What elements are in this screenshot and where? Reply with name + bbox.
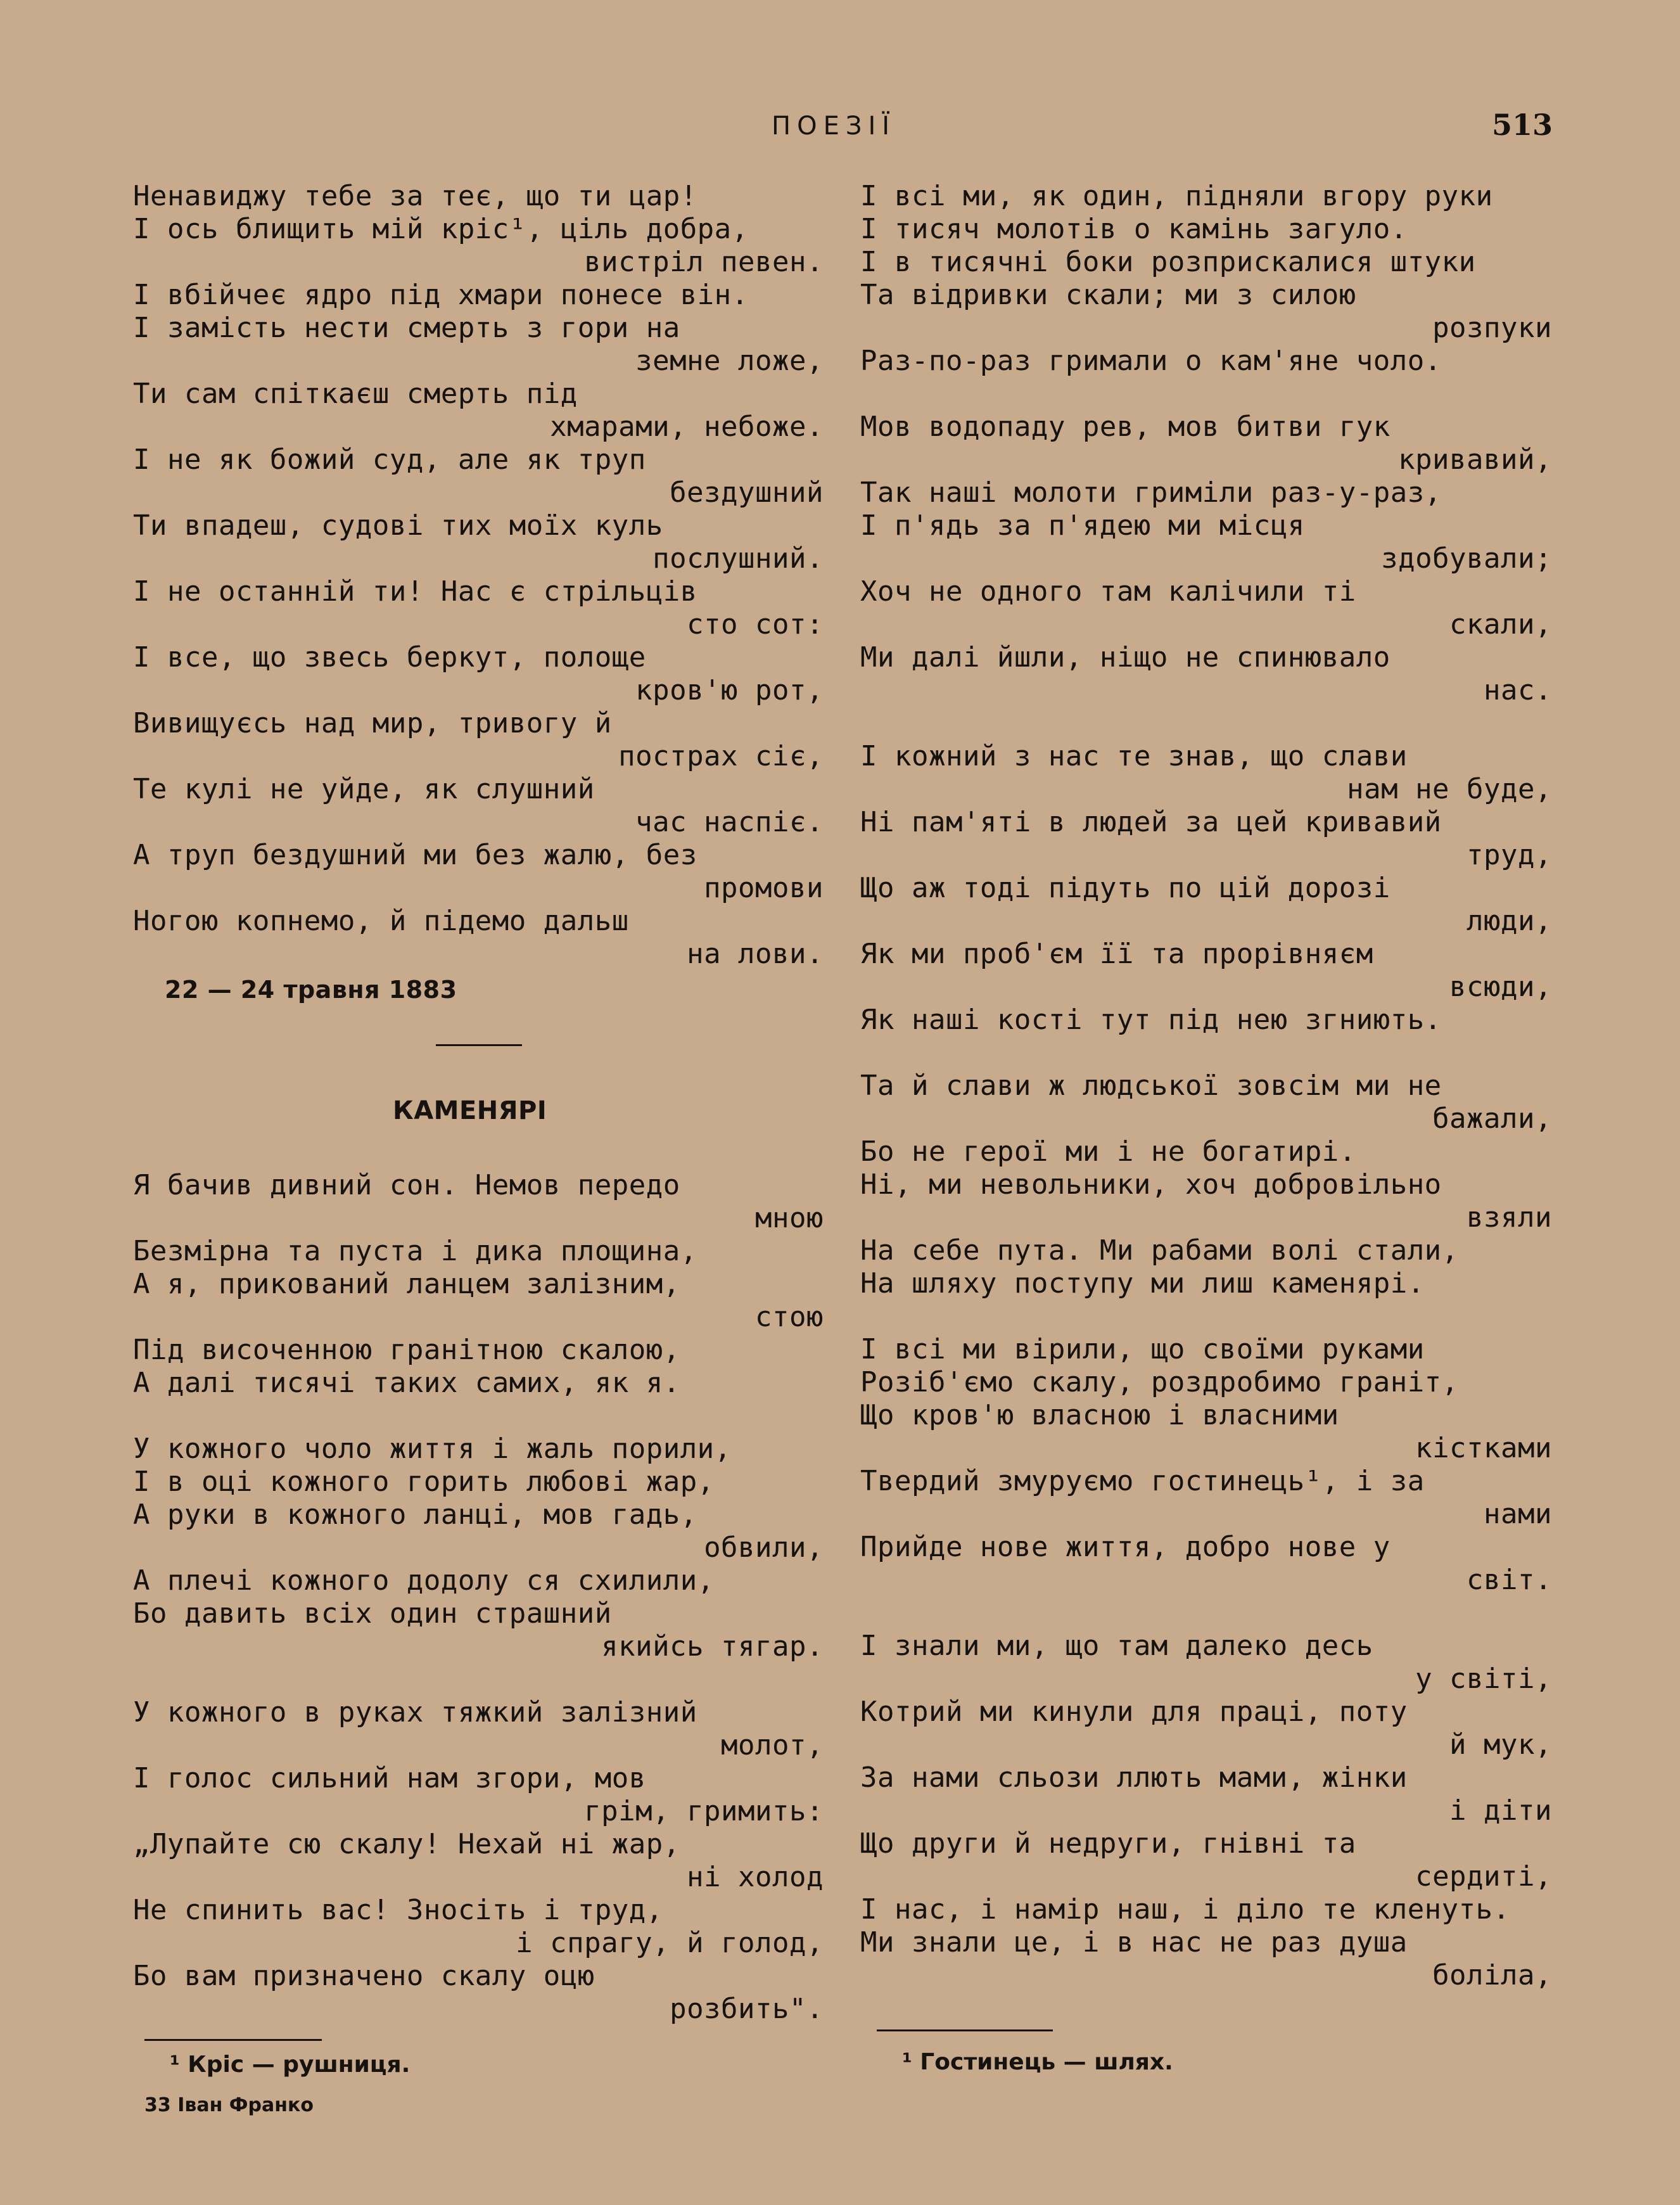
verse-line: обвили, [704,1531,824,1564]
verse-line: світ. [1467,1564,1552,1596]
verse-line: А далі тисячі таких самих, як я. [133,1367,680,1399]
verse-line: І ось блищить мій кріс¹, ціль добра, [133,213,749,245]
verse-line: час наспіє. [635,806,824,838]
verse-line: Твердий змуруємо гостинець¹, і за [860,1465,1425,1497]
verse-line: А труп бездушний ми без жалю, без [133,839,697,871]
verse-line: хмарами, небоже. [550,411,824,443]
verse-line: у світі, [1415,1663,1552,1695]
verse-line: Безмірна та пуста і дика площина, [133,1235,697,1267]
verse-line: Що кров'ю власною і власними [860,1399,1339,1431]
verse-line: І знали ми, що там далеко десь [860,1630,1373,1662]
verse-line: молот, [721,1729,824,1761]
verse-line: Ми далі йшли, ніщо не спинювало [860,641,1390,674]
verse-line: вистріл певен. [584,246,824,278]
verse-line: нас. [1484,674,1552,706]
left-column [133,180,824,2026]
verse-line: скали, [1449,608,1552,641]
verse-line: Бо не герої ми і не богатирі. [860,1135,1356,1168]
verse-line: Розіб'ємо скалу, роздробимо граніт, [860,1366,1459,1398]
verse-line: Те кулі не уйде, як слушний [133,773,595,805]
verse-line: На шляху поступу ми лиш каменярі. [860,1267,1425,1300]
poem-kameniari-continued [860,180,1552,1992]
verse-line: І замість нести смерть з гори на [133,312,680,344]
verse-line: І не як божий суд, але як труп [133,444,646,476]
verse-line: Вивищуєсь над мир, тривогу й [133,707,612,739]
verse-line: І все, що звесь беркут, полоще [133,641,646,674]
verse-line: Ні пам'яті в людей за цей кривавий [860,806,1442,838]
verse-line: І в оці кожного горить любові жар, [133,1466,715,1498]
footnote-left: ¹ Кріс — рушниця. [170,2052,410,2078]
stanza-break [860,707,1552,740]
verse-line: пострах сіє, [618,740,824,772]
verse-line: На себе пута. Ми рабами волі стали, [860,1234,1459,1267]
signature: 33 Іван Франко [144,2094,314,2116]
verse-line: нами [1484,1498,1552,1530]
verse-line: У кожного чоло життя і жаль порили, [133,1433,732,1465]
verse-line: І вбійчеє ядро під хмари понесе він. [133,279,749,311]
footnote-rule-right [877,2029,1053,2031]
verse-line: всюди, [1449,971,1552,1003]
verse-line: Що други й недруги, гнівні та [860,1827,1356,1860]
verse-line: Ненавиджу тебе за теє, що ти цар! [133,180,697,212]
verse-line: бажали, [1432,1102,1552,1135]
verse-line: промови [704,872,824,904]
stanza-break [860,1300,1552,1333]
verse-line: Так наші молоти гриміли раз-у-раз, [860,476,1442,509]
page-number: 513 [1492,108,1553,142]
verse-line: І всі ми вірили, що своїми руками [860,1333,1425,1365]
verse-line: І кожний з нас те знав, що слави [860,740,1408,772]
verse-line: Та й слави ж людської зовсім ми не [860,1070,1442,1102]
verse-line: За нами сльози ллють мами, жінки [860,1761,1408,1794]
verse-line: Ти впадеш, судові тих моїх куль [133,509,663,542]
verse-line: А плечі кожного додолу ся схилили, [133,1564,715,1597]
verse-line: і спрагу, й голод, [516,1927,824,1959]
verse-line: „Лупайте сю скалу! Нехай ні жар, [133,1828,680,1860]
verse-line: Ногою копнемо, й підемо дальш [133,905,629,937]
verse-line: послушний. [652,542,824,575]
verse-line: люди, [1467,905,1552,937]
verse-line: земне ложе, [635,345,824,377]
verse-line: А руки в кожного ланці, мов гадь, [133,1499,697,1531]
verse-line: Мов водопаду рев, мов битви гук [860,411,1390,443]
footnote-rule-left [144,2039,322,2041]
verse-line: Як ми проб'єм її та прорівняєм [860,938,1373,970]
verse-line: сто сот: [687,608,824,641]
right-column [860,180,1552,1992]
poem-ненавиджу [133,180,824,971]
verse-line: І тисяч молотів о камінь загуло. [860,213,1408,245]
verse-line: Бо вам призначено скалу оцю [133,1960,595,1992]
stanza-break [860,378,1552,411]
verse-line: ні холод [687,1861,824,1893]
poem-kameniari [133,1169,824,2026]
verse-line: якийсь тягар. [601,1630,824,1663]
verse-line: кістками [1415,1432,1552,1464]
verse-line: Ми знали це, і в нас не раз душа [860,1926,1408,1959]
verse-line: І нас, і намір наш, і діло те кленуть. [860,1893,1510,1926]
verse-line: І не останній ти! Нас є стрільців [133,575,697,608]
verse-line: грім, гримить: [584,1795,824,1827]
poem-separator [436,1044,522,1046]
verse-line: розбить". [670,1993,824,2025]
verse-line: Як наші кості тут під нею згниють. [860,1004,1442,1036]
verse-line: кривавий, [1398,444,1552,476]
verse-line: Раз-по-раз гримали о кам'яне чоло. [860,345,1442,377]
verse-line: труд, [1467,839,1552,871]
stanza-break [860,1597,1552,1630]
verse-line: Прийде нове життя, добро нове у [860,1531,1390,1563]
verse-line: У кожного в руках тяжкий залізний [133,1696,697,1729]
verse-line: нам не буде, [1347,773,1552,805]
verse-line: А я, прикований ланцем залізним, [133,1268,680,1300]
verse-line: і діти [1449,1794,1552,1827]
verse-line: Не спинить вас! Зносіть і труд, [133,1894,663,1926]
verse-line: Ти сам спіткаєш смерть під [133,378,578,410]
verse-line: Бо давить всіх один страшний [133,1597,612,1630]
verse-line: на лови. [687,938,824,970]
verse-line: І п'ядь за п'ядею ми місця [860,509,1305,542]
poem-title-kameniari: КАМЕНЯРІ [393,1096,547,1125]
verse-line: Та відривки скали; ми з силою [860,279,1356,311]
verse-line: боліла, [1432,1959,1552,1991]
verse-line: й мук, [1449,1729,1552,1761]
verse-line: Ні, ми невольники, хоч добровільно [860,1168,1442,1201]
verse-line: здобували; [1381,542,1552,575]
verse-line: сердиті, [1415,1860,1552,1893]
verse-line: Котрий ми кинули для праці, поту [860,1696,1408,1728]
poem-date: 22 — 24 травня 1883 [165,976,457,1004]
stanza-break [860,1037,1552,1070]
footnote-right: ¹ Гостинець — шлях. [902,2049,1173,2075]
verse-line: Хоч не одного там калічили ті [860,575,1356,608]
verse-line: взяли [1467,1201,1552,1234]
verse-line: Я бачив дивний сон. Немов передо [133,1169,680,1201]
verse-line: І всі ми, як один, підняли вгору руки [860,180,1493,212]
verse-line: Що аж тоді підуть по цій дорозі [860,872,1390,904]
verse-line: стою [755,1301,824,1333]
verse-line: І в тисячні боки розприскалися штуки [860,246,1476,278]
verse-line: мною [755,1202,824,1234]
verse-line: розпуки [1432,312,1552,344]
verse-line: кров'ю рот, [635,674,824,706]
verse-line: Під височенною гранітною скалою, [133,1334,680,1366]
running-header: ПОЕЗІЇ [772,112,896,141]
verse-line: бездушний [670,476,824,509]
stanza-break [133,1400,824,1433]
stanza-break [133,1663,824,1696]
verse-line: І голос сильний нам згори, мов [133,1762,646,1794]
